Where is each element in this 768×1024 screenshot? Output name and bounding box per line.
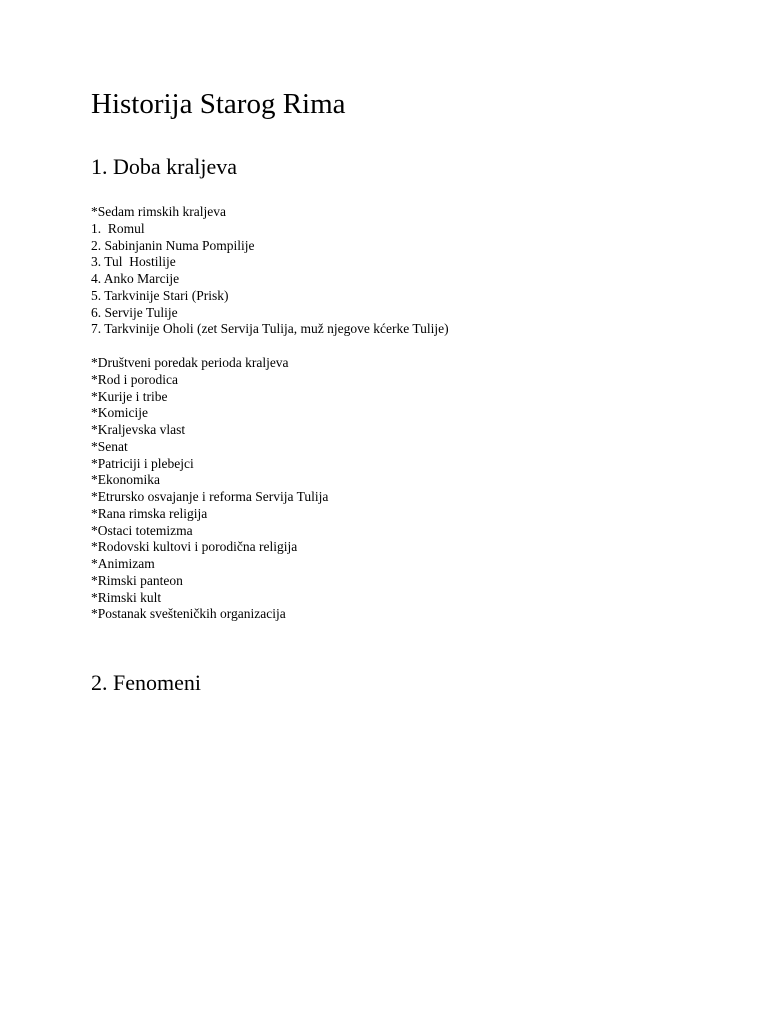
list-item: *Patriciji i plebejci	[91, 455, 194, 471]
list-item: *Sedam rimskih kraljeva	[91, 204, 226, 219]
list-item: *Rimski kult	[91, 589, 162, 605]
list-item: 4. Anko Marcije	[91, 271, 180, 286]
society-topics-list	[91, 355, 328, 623]
list-item: *Kurije i tribe	[91, 388, 168, 404]
kings-list	[91, 204, 449, 338]
section-heading-doba-kraljeva: 1. Doba kraljeva	[91, 154, 237, 179]
list-item: *Rod i porodica	[91, 371, 178, 387]
document-title: Historija Starog Rima	[91, 88, 346, 120]
list-item: 1. Romul	[91, 220, 145, 236]
list-item: *Rimski panteon	[91, 572, 183, 588]
list-item: *Kraljevska vlast	[91, 422, 186, 437]
list-item: 5. Tarkvinije Stari (Prisk)	[91, 287, 229, 303]
list-item: *Komicije	[91, 405, 148, 421]
list-item: *Senat	[91, 438, 128, 454]
list-item: 7. Tarkvinije Oholi (zet Servija Tulija, muž njegove kćerke Tulije)	[91, 321, 449, 337]
list-item: 2. Sabinjanin Numa Pompilije	[91, 237, 255, 253]
list-item: *Rodovski kultovi i porodična religija	[91, 539, 298, 555]
section-heading-fenomeni: 2. Fenomeni	[91, 670, 201, 695]
list-item: *Ostaci totemizma	[91, 522, 193, 538]
list-item: *Etrursko osvajanje i reforma Servija Tulija	[91, 489, 329, 504]
list-item: 3. Tul Hostilije	[91, 254, 176, 270]
list-item: *Rana rimska religija	[91, 505, 208, 521]
list-item: *Društveni poredak perioda kraljeva	[91, 355, 289, 370]
list-item: *Postanak svešteničkih organizacija	[91, 606, 286, 622]
list-item: *Animizam	[91, 556, 155, 571]
list-item: 6. Servije Tulije	[91, 304, 178, 320]
list-item: *Ekonomika	[91, 472, 160, 488]
